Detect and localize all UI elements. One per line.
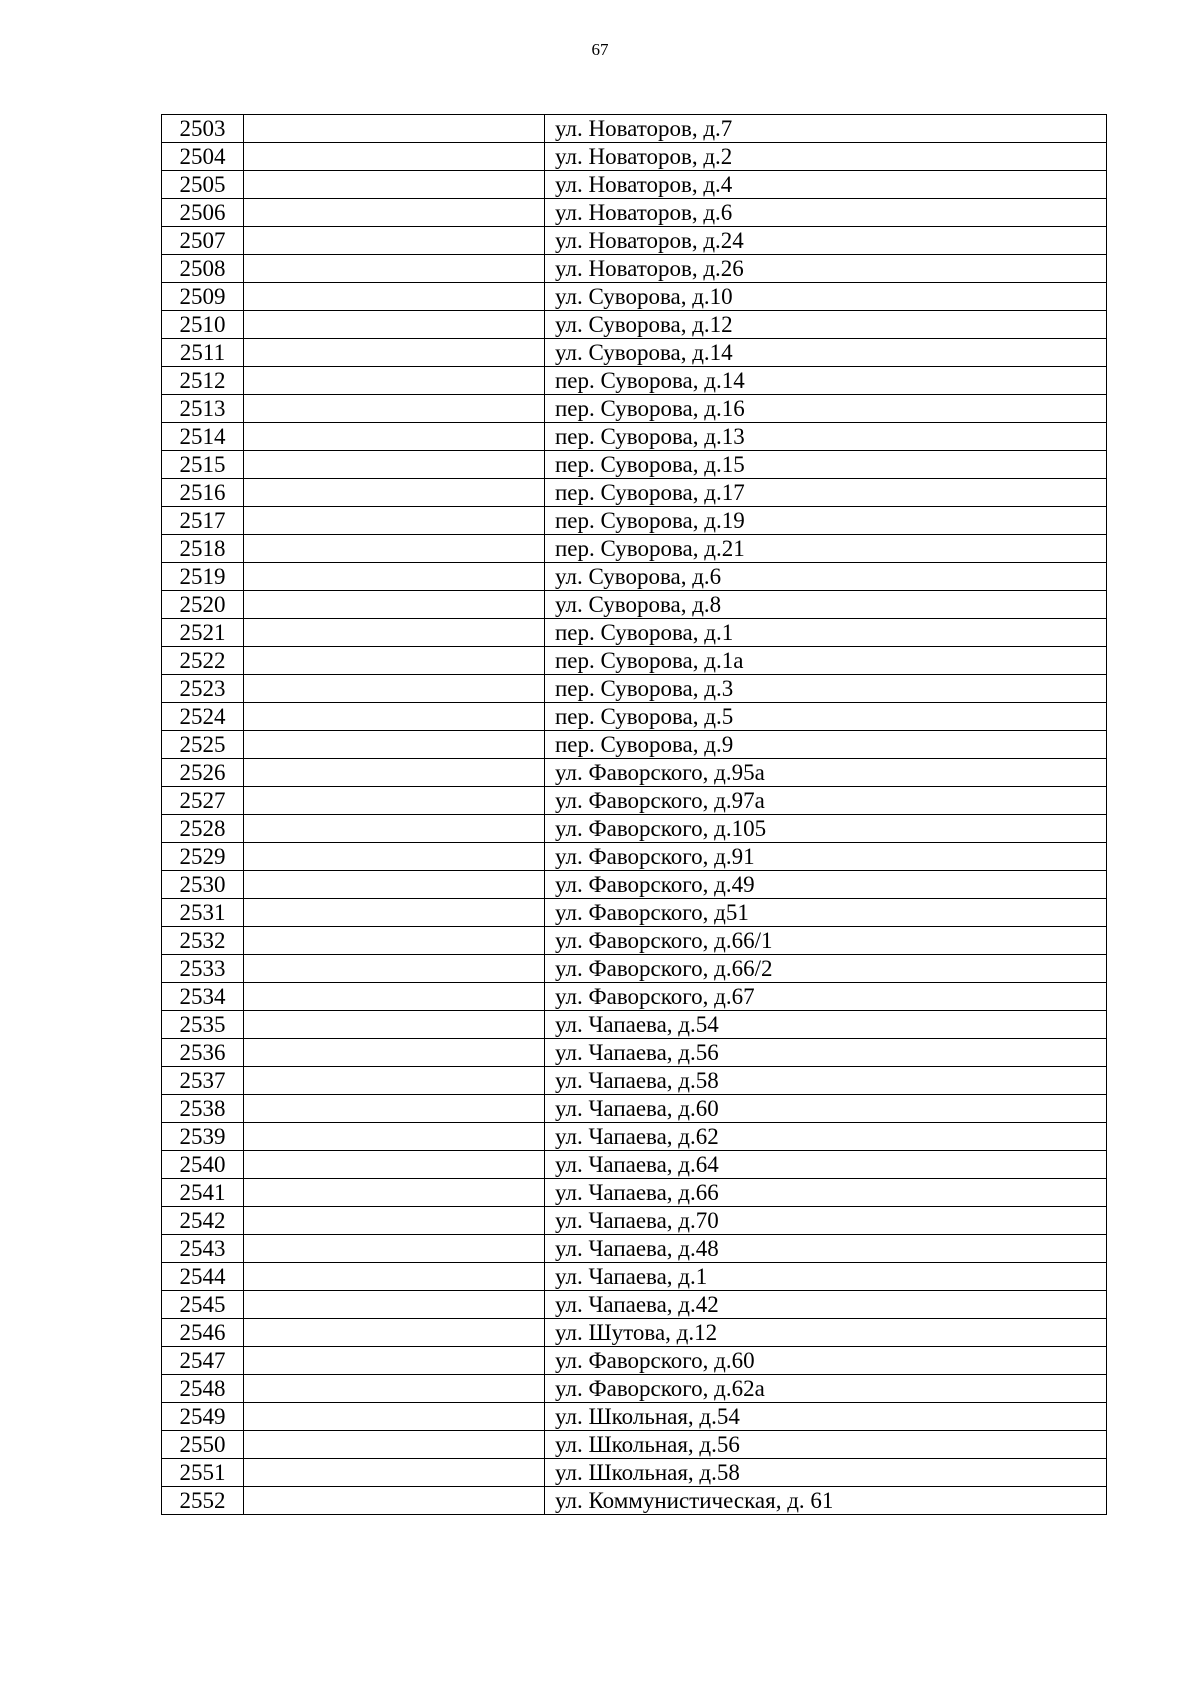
row-number-cell: 2545 — [162, 1291, 244, 1319]
row-number-cell: 2546 — [162, 1319, 244, 1347]
address-cell: ул. Фаворского, д.91 — [545, 843, 1107, 871]
empty-cell — [244, 899, 545, 927]
address-cell: ул. Суворова, д.12 — [545, 311, 1107, 339]
empty-cell — [244, 199, 545, 227]
empty-cell — [244, 1375, 545, 1403]
row-number-cell: 2512 — [162, 367, 244, 395]
empty-cell — [244, 703, 545, 731]
address-cell: ул. Фаворского, д.66/2 — [545, 955, 1107, 983]
address-cell: ул. Новаторов, д.6 — [545, 199, 1107, 227]
row-number-cell: 2524 — [162, 703, 244, 731]
address-cell: ул. Новаторов, д.7 — [545, 115, 1107, 143]
empty-cell — [244, 871, 545, 899]
row-number-cell: 2514 — [162, 423, 244, 451]
row-number-cell: 2503 — [162, 115, 244, 143]
table-row — [162, 1347, 1107, 1375]
empty-cell — [244, 1011, 545, 1039]
table-row — [162, 1039, 1107, 1067]
row-number-cell: 2543 — [162, 1235, 244, 1263]
table-row — [162, 535, 1107, 563]
empty-cell — [244, 1095, 545, 1123]
row-number-cell: 2505 — [162, 171, 244, 199]
address-cell: ул. Фаворского, д.66/1 — [545, 927, 1107, 955]
table-row — [162, 143, 1107, 171]
table-row — [162, 703, 1107, 731]
address-cell: пер. Суворова, д.13 — [545, 423, 1107, 451]
row-number-cell: 2537 — [162, 1067, 244, 1095]
row-number-cell: 2533 — [162, 955, 244, 983]
empty-cell — [244, 283, 545, 311]
address-cell: ул. Чапаева, д.62 — [545, 1123, 1107, 1151]
empty-cell — [244, 1319, 545, 1347]
table-row — [162, 1459, 1107, 1487]
empty-cell — [244, 647, 545, 675]
address-cell: ул. Фаворского, д.97а — [545, 787, 1107, 815]
table-row — [162, 451, 1107, 479]
row-number-cell: 2547 — [162, 1347, 244, 1375]
table-row — [162, 759, 1107, 787]
row-number-cell: 2522 — [162, 647, 244, 675]
address-cell: ул. Чапаева, д.58 — [545, 1067, 1107, 1095]
address-cell: ул. Чапаева, д.56 — [545, 1039, 1107, 1067]
row-number-cell: 2528 — [162, 815, 244, 843]
empty-cell — [244, 115, 545, 143]
address-cell: ул. Чапаева, д.54 — [545, 1011, 1107, 1039]
table-row — [162, 367, 1107, 395]
empty-cell — [244, 1347, 545, 1375]
empty-cell — [244, 143, 545, 171]
address-table — [161, 114, 1107, 1515]
table-row — [162, 479, 1107, 507]
empty-cell — [244, 815, 545, 843]
empty-cell — [244, 675, 545, 703]
row-number-cell: 2544 — [162, 1263, 244, 1291]
empty-cell — [244, 395, 545, 423]
address-cell: пер. Суворова, д.5 — [545, 703, 1107, 731]
empty-cell — [244, 563, 545, 591]
row-number-cell: 2521 — [162, 619, 244, 647]
empty-cell — [244, 1039, 545, 1067]
table-row — [162, 675, 1107, 703]
address-cell: ул. Фаворского, д.49 — [545, 871, 1107, 899]
address-cell: ул. Суворова, д.10 — [545, 283, 1107, 311]
address-cell: пер. Суворова, д.1 — [545, 619, 1107, 647]
address-cell: пер. Суворова, д.1а — [545, 647, 1107, 675]
empty-cell — [244, 1151, 545, 1179]
row-number-cell: 2515 — [162, 451, 244, 479]
empty-cell — [244, 955, 545, 983]
row-number-cell: 2525 — [162, 731, 244, 759]
table-row — [162, 199, 1107, 227]
table-row — [162, 647, 1107, 675]
table-row — [162, 787, 1107, 815]
empty-cell — [244, 927, 545, 955]
address-cell: ул. Новаторов, д.2 — [545, 143, 1107, 171]
row-number-cell: 2527 — [162, 787, 244, 815]
address-cell: пер. Суворова, д.21 — [545, 535, 1107, 563]
address-cell: ул. Суворова, д.14 — [545, 339, 1107, 367]
table-row — [162, 591, 1107, 619]
table-row — [162, 1487, 1107, 1515]
row-number-cell: 2509 — [162, 283, 244, 311]
table-row — [162, 171, 1107, 199]
row-number-cell: 2549 — [162, 1403, 244, 1431]
empty-cell — [244, 843, 545, 871]
table-row — [162, 563, 1107, 591]
empty-cell — [244, 1123, 545, 1151]
row-number-cell: 2548 — [162, 1375, 244, 1403]
address-cell: пер. Суворова, д.17 — [545, 479, 1107, 507]
address-cell: ул. Школьная, д.54 — [545, 1403, 1107, 1431]
address-cell: пер. Суворова, д.14 — [545, 367, 1107, 395]
address-cell: ул. Шутова, д.12 — [545, 1319, 1107, 1347]
table-row — [162, 1207, 1107, 1235]
row-number-cell: 2539 — [162, 1123, 244, 1151]
table-row — [162, 115, 1107, 143]
row-number-cell: 2510 — [162, 311, 244, 339]
page-number: 67 — [591, 40, 609, 59]
empty-cell — [244, 759, 545, 787]
address-cell: ул. Чапаева, д.66 — [545, 1179, 1107, 1207]
address-cell: ул. Фаворского, д.67 — [545, 983, 1107, 1011]
table-row — [162, 1151, 1107, 1179]
table-row — [162, 731, 1107, 759]
row-number-cell: 2526 — [162, 759, 244, 787]
address-cell: ул. Новаторов, д.4 — [545, 171, 1107, 199]
table-row — [162, 1067, 1107, 1095]
empty-cell — [244, 591, 545, 619]
row-number-cell: 2534 — [162, 983, 244, 1011]
table-row — [162, 311, 1107, 339]
table-row — [162, 227, 1107, 255]
empty-cell — [244, 1487, 545, 1515]
row-number-cell: 2540 — [162, 1151, 244, 1179]
address-cell: пер. Суворова, д.9 — [545, 731, 1107, 759]
table-row — [162, 507, 1107, 535]
row-number-cell: 2536 — [162, 1039, 244, 1067]
row-number-cell: 2520 — [162, 591, 244, 619]
row-number-cell: 2532 — [162, 927, 244, 955]
table-row — [162, 395, 1107, 423]
table-row — [162, 1011, 1107, 1039]
address-cell: пер. Суворова, д.19 — [545, 507, 1107, 535]
address-cell: ул. Чапаева, д.1 — [545, 1263, 1107, 1291]
empty-cell — [244, 1431, 545, 1459]
empty-cell — [244, 787, 545, 815]
table-row — [162, 843, 1107, 871]
row-number-cell: 2518 — [162, 535, 244, 563]
table-row — [162, 899, 1107, 927]
address-cell: пер. Суворова, д.16 — [545, 395, 1107, 423]
empty-cell — [244, 1067, 545, 1095]
empty-cell — [244, 311, 545, 339]
empty-cell — [244, 1179, 545, 1207]
empty-cell — [244, 1235, 545, 1263]
row-number-cell: 2551 — [162, 1459, 244, 1487]
empty-cell — [244, 507, 545, 535]
table-row — [162, 255, 1107, 283]
address-cell: ул. Фаворского, д.95а — [545, 759, 1107, 787]
empty-cell — [244, 535, 545, 563]
address-cell: ул. Чапаева, д.60 — [545, 1095, 1107, 1123]
empty-cell — [244, 1263, 545, 1291]
address-cell: ул. Фаворского, д.62а — [545, 1375, 1107, 1403]
row-number-cell: 2523 — [162, 675, 244, 703]
table-row — [162, 1403, 1107, 1431]
empty-cell — [244, 227, 545, 255]
address-cell: ул. Фаворского, д51 — [545, 899, 1107, 927]
table-row — [162, 1263, 1107, 1291]
empty-cell — [244, 255, 545, 283]
address-cell: ул. Чапаева, д.48 — [545, 1235, 1107, 1263]
row-number-cell: 2535 — [162, 1011, 244, 1039]
row-number-cell: 2507 — [162, 227, 244, 255]
row-number-cell: 2517 — [162, 507, 244, 535]
row-number-cell: 2530 — [162, 871, 244, 899]
table-row — [162, 955, 1107, 983]
table-row — [162, 1095, 1107, 1123]
address-cell: ул. Фаворского, д.60 — [545, 1347, 1107, 1375]
address-cell: ул. Фаворского, д.105 — [545, 815, 1107, 843]
row-number-cell: 2550 — [162, 1431, 244, 1459]
empty-cell — [244, 1459, 545, 1487]
address-cell: ул. Школьная, д.56 — [545, 1431, 1107, 1459]
table-row — [162, 871, 1107, 899]
empty-cell — [244, 731, 545, 759]
table-row — [162, 1123, 1107, 1151]
table-row — [162, 1179, 1107, 1207]
address-cell: ул. Суворова, д.8 — [545, 591, 1107, 619]
empty-cell — [244, 1207, 545, 1235]
row-number-cell: 2538 — [162, 1095, 244, 1123]
address-cell: ул. Новаторов, д.26 — [545, 255, 1107, 283]
row-number-cell: 2506 — [162, 199, 244, 227]
table-body — [162, 115, 1107, 1515]
table-row — [162, 1235, 1107, 1263]
empty-cell — [244, 339, 545, 367]
table-row — [162, 283, 1107, 311]
empty-cell — [244, 423, 545, 451]
table-row — [162, 619, 1107, 647]
address-cell: пер. Суворова, д.3 — [545, 675, 1107, 703]
table-row — [162, 1431, 1107, 1459]
row-number-cell: 2504 — [162, 143, 244, 171]
table-row — [162, 815, 1107, 843]
table-row — [162, 1375, 1107, 1403]
table-row — [162, 423, 1107, 451]
row-number-cell: 2511 — [162, 339, 244, 367]
empty-cell — [244, 1291, 545, 1319]
table-row — [162, 1291, 1107, 1319]
table-row — [162, 983, 1107, 1011]
row-number-cell: 2508 — [162, 255, 244, 283]
row-number-cell: 2519 — [162, 563, 244, 591]
address-cell: ул. Чапаева, д.64 — [545, 1151, 1107, 1179]
address-cell: ул. Коммунистическая, д. 61 — [545, 1487, 1107, 1515]
empty-cell — [244, 171, 545, 199]
empty-cell — [244, 983, 545, 1011]
table-row — [162, 339, 1107, 367]
row-number-cell: 2552 — [162, 1487, 244, 1515]
row-number-cell: 2541 — [162, 1179, 244, 1207]
address-cell: пер. Суворова, д.15 — [545, 451, 1107, 479]
empty-cell — [244, 479, 545, 507]
address-cell: ул. Новаторов, д.24 — [545, 227, 1107, 255]
row-number-cell: 2516 — [162, 479, 244, 507]
address-cell: ул. Школьная, д.58 — [545, 1459, 1107, 1487]
table-row — [162, 1319, 1107, 1347]
row-number-cell: 2542 — [162, 1207, 244, 1235]
empty-cell — [244, 451, 545, 479]
row-number-cell: 2531 — [162, 899, 244, 927]
address-cell: ул. Суворова, д.6 — [545, 563, 1107, 591]
row-number-cell: 2529 — [162, 843, 244, 871]
row-number-cell: 2513 — [162, 395, 244, 423]
address-cell: ул. Чапаева, д.42 — [545, 1291, 1107, 1319]
address-cell: ул. Чапаева, д.70 — [545, 1207, 1107, 1235]
empty-cell — [244, 367, 545, 395]
empty-cell — [244, 619, 545, 647]
empty-cell — [244, 1403, 545, 1431]
table-row — [162, 927, 1107, 955]
